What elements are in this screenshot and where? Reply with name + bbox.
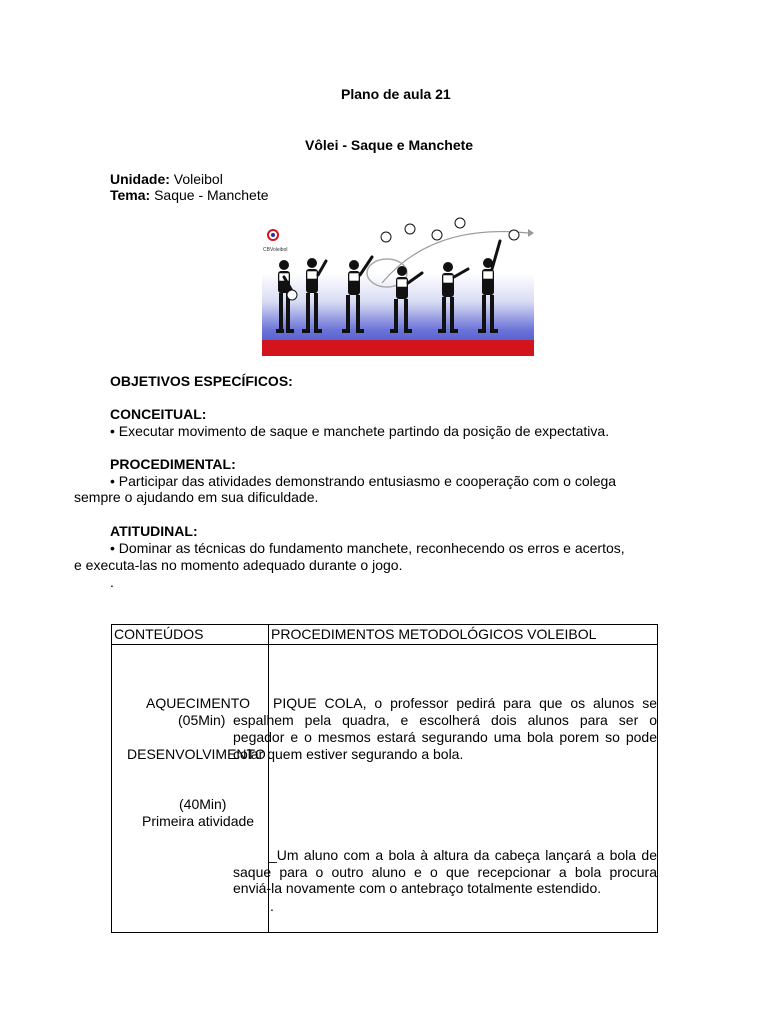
desenvolvimento-label: DESENVOLVIMENTO: [127, 746, 266, 762]
procedimental-text-line2: sempre o ajudando em sua dificuldade.: [74, 489, 319, 505]
table-header-procedimentos: PROCEDIMENTOS METODOLÓGICOS VOLEIBOL: [271, 626, 597, 642]
table-header-divider: [112, 644, 657, 645]
unidade-value: Voleibol: [169, 171, 223, 187]
tema-line: [110, 187, 269, 203]
pique-cola-line4: colar quem estiver segurando a bola.: [233, 746, 464, 762]
pique-cola-line2: espalhem pela quadra, e escolherá dois alunos para ser o: [233, 712, 657, 728]
page-title: Plano de aula 21: [341, 86, 451, 102]
aquecimento-time: (05Min): [178, 712, 226, 728]
pique-cola-line1: PIQUE COLA, o professor pedirá para que os alunos se: [273, 695, 657, 711]
logo-text: CBVoleibol: [263, 247, 288, 253]
tema-value: Saque - Manchete: [150, 187, 269, 203]
unidade-line: [110, 171, 223, 187]
table-header-conteudos: CONTEÚDOS: [114, 626, 204, 642]
aquecimento-label: AQUECIMENTO: [146, 695, 250, 711]
desenvolvimento-time: (40Min): [179, 796, 227, 812]
volleyball-illustration: [262, 213, 534, 356]
conceitual-heading: CONCEITUAL:: [110, 406, 207, 422]
atitudinal-text-line2: e executa-las no momento adequado durante o jogo.: [74, 557, 403, 573]
atitudinal-text-line3: .: [110, 574, 114, 590]
unidade-label: Unidade:: [110, 171, 170, 187]
atitudinal-text-line1: • Dominar as técnicas do fundamento manchete, reconhecendo os erros e acertos,: [110, 540, 625, 556]
objetivos-heading: OBJETIVOS ESPECÍFICOS:: [110, 373, 293, 389]
atividade-line3: enviá-la novamente com o antebraço totalmente estendido.: [233, 880, 602, 896]
volleyball-sequence-image: [262, 213, 534, 356]
page-subtitle: Vôlei - Saque e Manchete: [305, 137, 474, 153]
atividade-line2: saque para o outro aluno e o que recepcionar a bola procura: [233, 864, 657, 880]
procedimental-heading: PROCEDIMENTAL:: [110, 456, 236, 472]
pique-cola-line3: pegador e o mesmos estará segurando uma bola porem so pode: [233, 729, 657, 745]
atitudinal-heading: ATITUDINAL:: [110, 523, 198, 539]
atividade-line4: .: [270, 898, 274, 914]
primeira-atividade-label: Primeira atividade: [142, 813, 255, 829]
conceitual-text: • Executar movimento de saque e manchete partindo da posição de expectativa.: [110, 423, 610, 439]
atividade-line1: _Um aluno com a bola à altura da cabeça lançará a bola de: [269, 847, 657, 863]
procedimental-text-line1: • Participar das atividades demonstrando entusiasmo e cooperação com o colega: [110, 473, 617, 489]
tema-label: Tema:: [110, 187, 151, 203]
